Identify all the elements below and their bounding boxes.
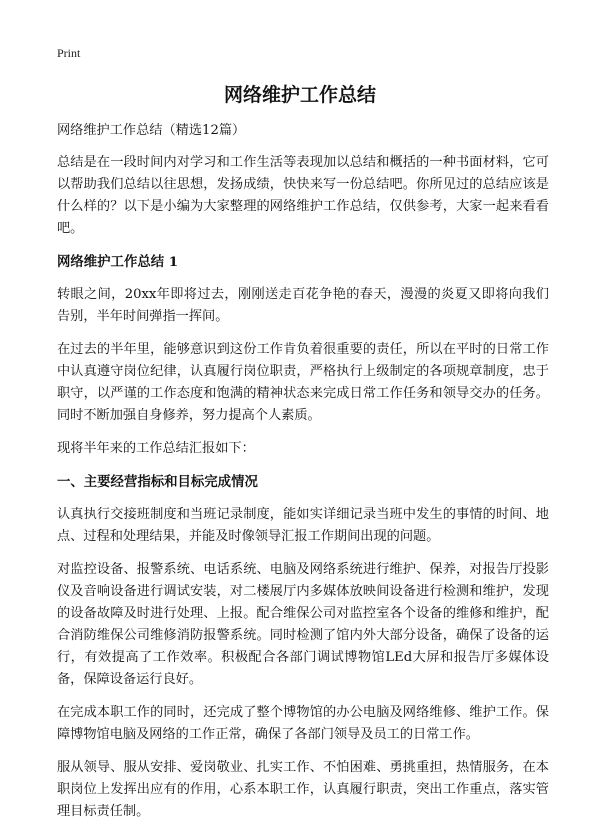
page-title: 网络维护工作总结: [223, 84, 376, 106]
paragraph-4: 认真执行交接班制度和当班记录制度，能如实详细记录当班中发生的事情的时间、地点、过程和处理结果，并能及时像领导汇报工作期间出现的问题。: [57, 507, 549, 544]
paragraph-6: 在完成本职工作的同时，还完成了整个博物馆的办公电脑及网络维修、维护工作。保障博物馆电脑及网络的工作正常，确保了各部门领导及员工的日常工作。: [57, 705, 549, 742]
section-heading-2: 一、主要经营指标和目标完成情况: [57, 474, 258, 490]
section-heading-1: 网络维护工作总结 1: [57, 254, 179, 270]
document-body: [57, 120, 549, 834]
intro-paragraph: 总结是在一段时间内对学习和工作生活等表现加以总结和概括的一种书面材料，它可以帮助我们总结以往思想，发扬成绩，快快来写一份总结吧。你所见过的总结应该是什么样的？以下是小编为大家整理的网络维护工作总结，仅供参考，大家一起来看看吧。: [57, 155, 549, 236]
paragraph-1: 转眼之间，20xx年即将过去，刚刚送走百花争艳的春天，漫漫的炎夏又即将向我们告别，半年时间弹指一挥间。: [57, 287, 549, 324]
document-subtitle: 网络维护工作总结（精选12篇）: [57, 123, 246, 138]
paragraph-7: 服从领导、服从安排、爱岗敬业、扎实工作、不怕困难、勇挑重担，热情服务，在本职岗位上发挥出应有的作用，心系本职工作，认真履行职责，突出工作重点，落实管理目标责任制。: [57, 760, 549, 819]
print-label: Print: [57, 46, 81, 60]
paragraph-5: 对监控设备、报警系统、电话系统、电脑及网络系统进行维护、保养，对报告厅投影仪及音响设备进行调试安装，对二楼展厅内多媒体放映间设备进行检测和维护，发现的设备故障及时进行处理、上报。配合维保公司对监控室各个设备的维修和维护，配合消防维保公司维修消防报警系统。同时检测了馆内外大部分设备，确保了设备的运行，有效提高了工作效率。积极配合各部门调试博物馆LEd大屏和报告厅多媒体设备，保障设备运行良好。: [57, 562, 549, 687]
paragraph-3: 现将半年来的工作总结汇报如下：: [57, 441, 255, 456]
paragraph-2: 在过去的半年里，能够意识到这份工作肯负着很重要的责任，所以在平时的日常工作中认真遵守岗位纪律，认真履行岗位职责，严格执行上级制定的各项规章制度，忠于职守，以严谨的工作态度和饱满的精神状态来完成日常工作任务和领导交办的任务。同时不断加强自身修养，努力提高个人素质。: [57, 342, 549, 423]
